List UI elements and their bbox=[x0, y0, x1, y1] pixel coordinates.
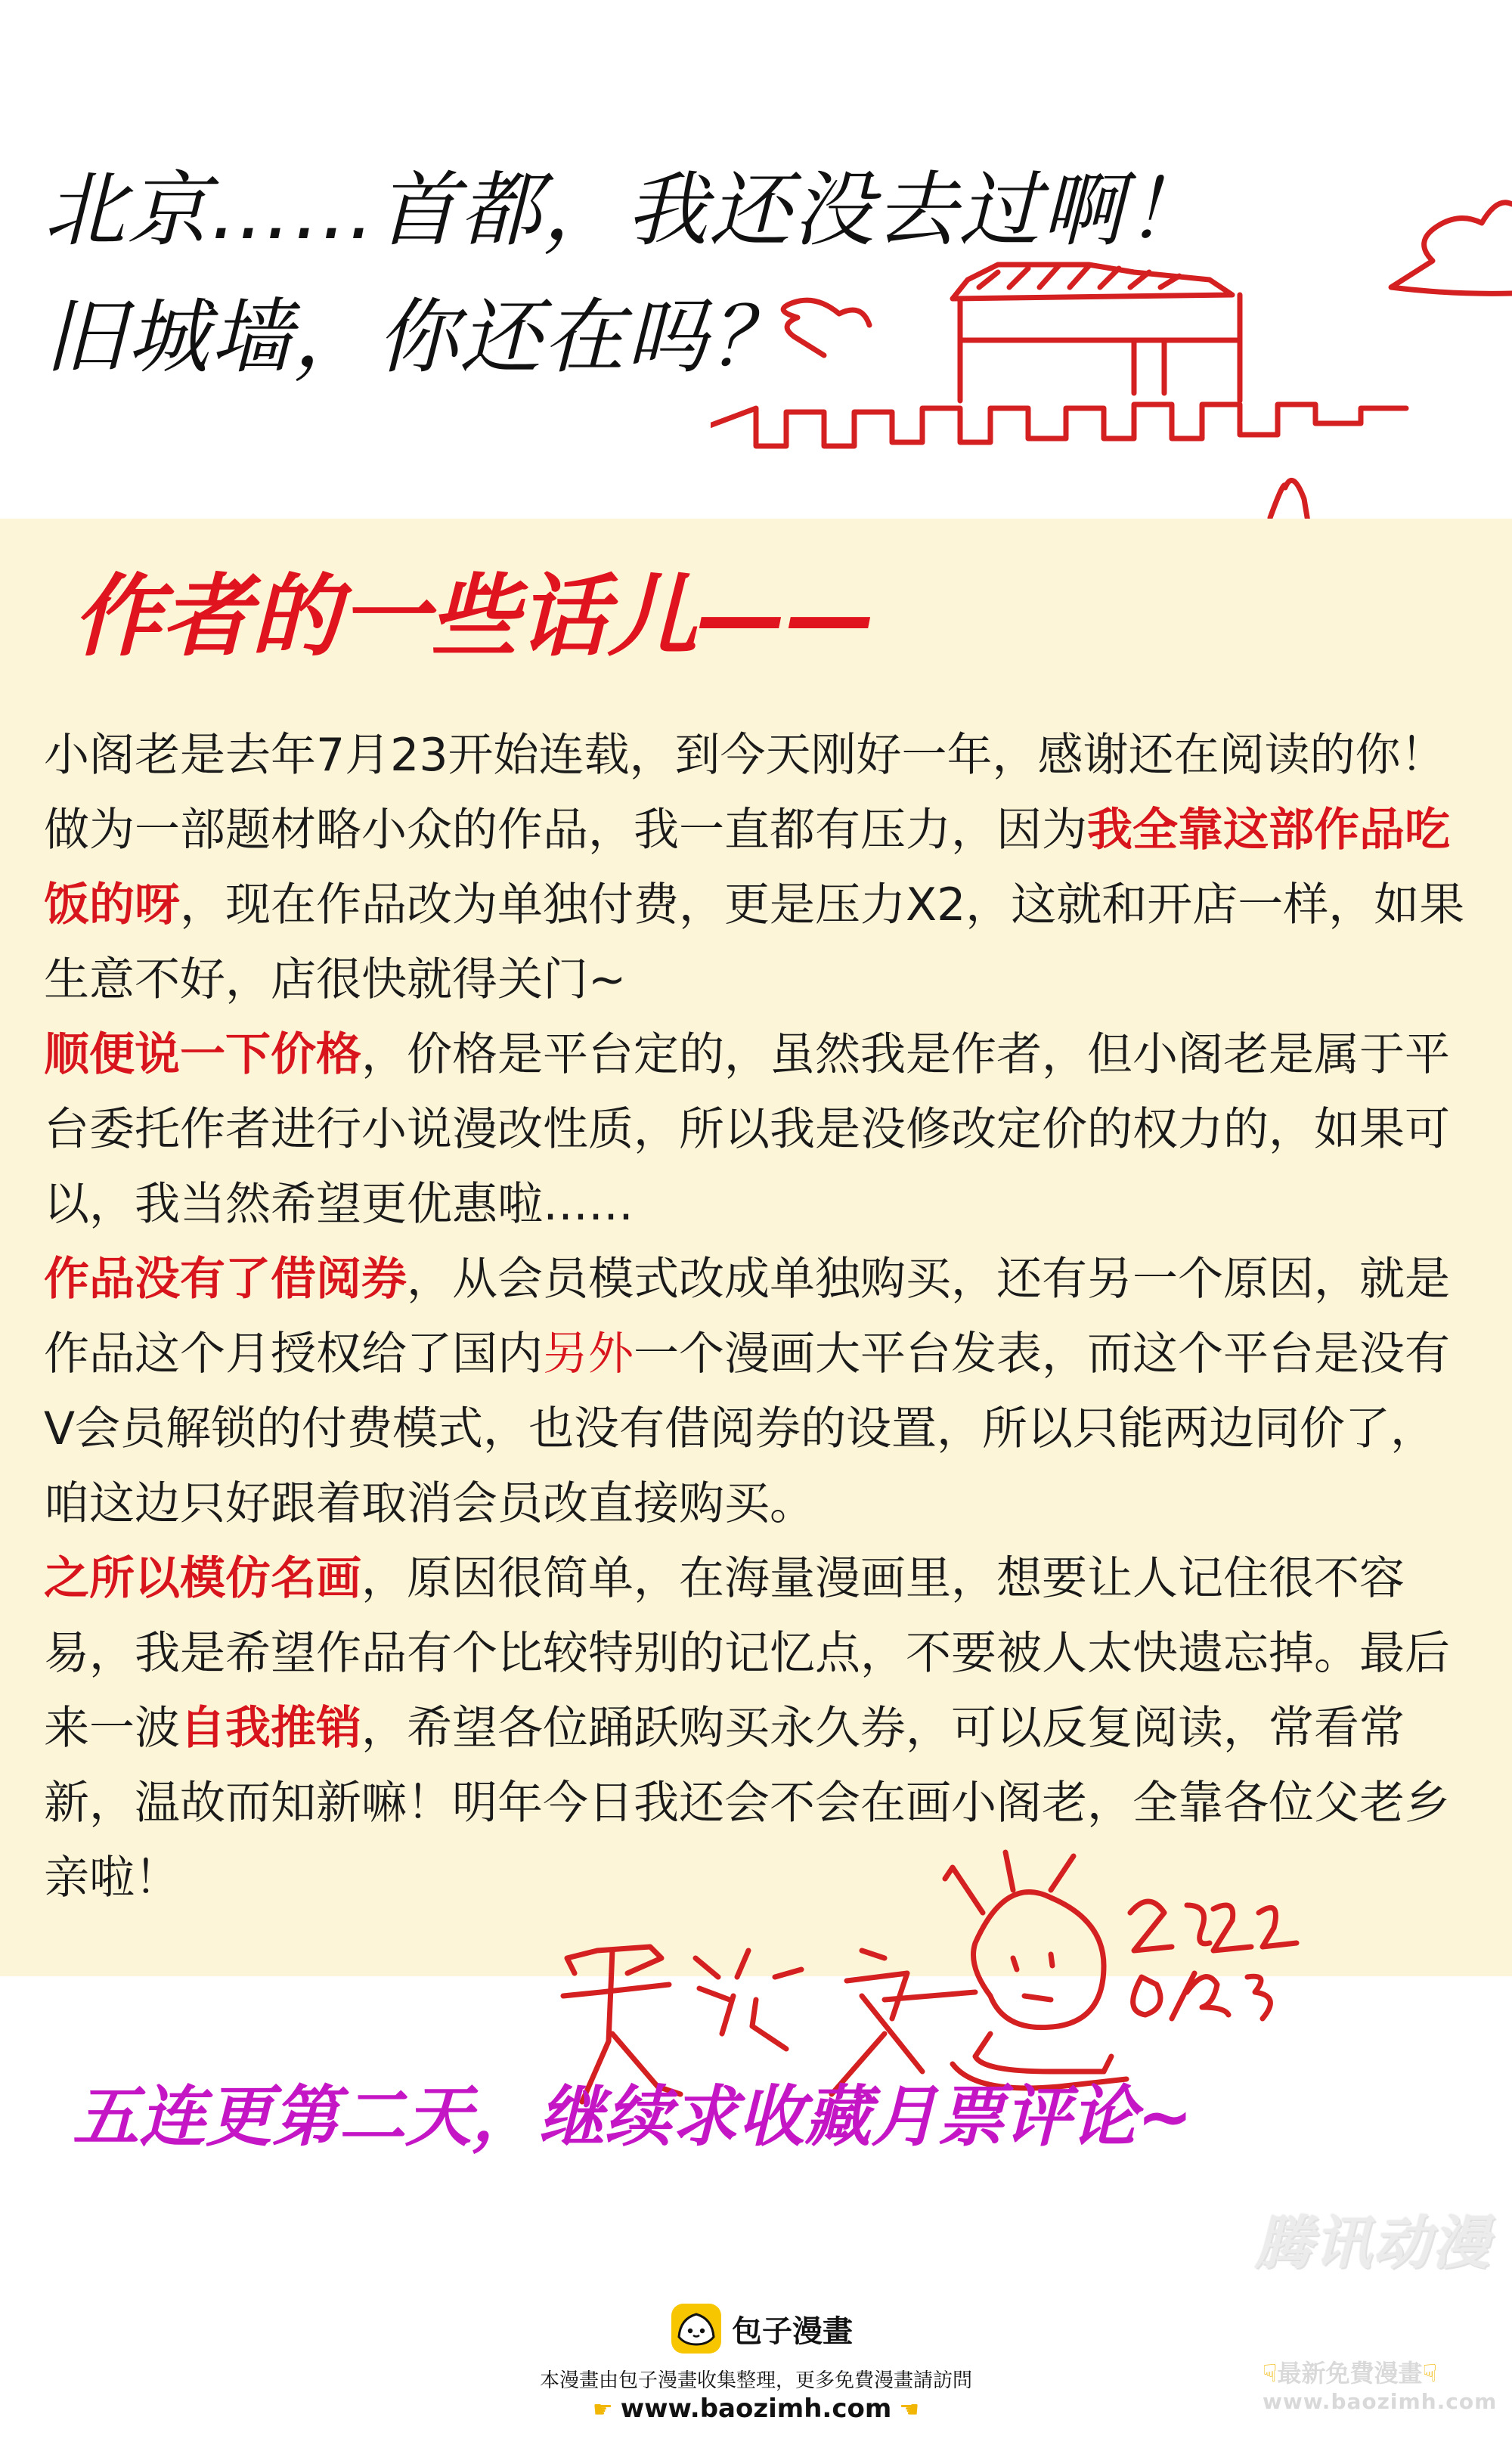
tencent-comics-watermark: 腾讯动漫 bbox=[1255, 2209, 1491, 2276]
note-text: ，价格是平台定的，虽然我是作者，但小阁老是属于平台委托作者进行小说漫改性质，所以我是没修改定价的权力的，如果可以，我当然希望更优惠啦…… bbox=[44, 1028, 1450, 1231]
note-text: ，现在作品改为单独付费，更是压力X2，这就和开店一样，如果生意不好，店很快就得关门~ bbox=[44, 879, 1465, 1006]
author-note-paragraph bbox=[44, 1018, 1480, 1242]
pointing-hand-icon: ☚ bbox=[899, 2397, 920, 2423]
author-note-heading: 作者的一些话儿—— bbox=[73, 564, 876, 668]
pointing-down-icon: ☟ bbox=[1422, 2359, 1437, 2388]
note-highlight: 另外 bbox=[543, 1328, 634, 1381]
footer-url-link[interactable]: www.baozimh.com bbox=[620, 2394, 892, 2424]
corner-badge[interactable] bbox=[1263, 2354, 1504, 2430]
note-highlight: 自我推销 bbox=[180, 1702, 361, 1755]
footer-logo[interactable] bbox=[671, 2298, 853, 2359]
note-highlight: 顺便说一下价格 bbox=[44, 1028, 361, 1081]
baozi-logo-icon bbox=[671, 2304, 721, 2354]
footer-note: 本漫畫由包子漫畫收集整理，更多免費漫畫請訪問 bbox=[539, 2369, 972, 2392]
closing-line: 五连更第二天，继续求收藏月票评论~ bbox=[73, 2078, 1193, 2155]
author-note-body bbox=[44, 718, 1480, 1916]
corner-badge-text: 最新免費漫畫 bbox=[1277, 2359, 1423, 2388]
note-text: ，原因很简单，在海量漫画里，想要让人记住很不容易，我是希望作品有个比较特别的记忆点，不要被人太快遗忘掉。最后来一波 bbox=[44, 1552, 1450, 1755]
author-note-paragraph bbox=[44, 1242, 1480, 1542]
corner-badge-line1 bbox=[1263, 2354, 1504, 2389]
footer-brand: 包子漫畫 bbox=[732, 2313, 853, 2349]
pointing-down-icon: ☟ bbox=[1263, 2359, 1278, 2388]
pointing-hand-icon: ☛ bbox=[592, 2397, 613, 2423]
note-text: ，希望各位踊跃购买永久券，可以反复阅读，常看常新，温故而知新嘛！明年今日我还会不会在画小阁老，全靠各位父老乡亲啦！ bbox=[44, 1702, 1450, 1904]
note-text: 一个漫画大平台发表，而这个平台是没有V会员解锁的付费模式，也没有借阅券的设置，所以只能两边同价了，咱这边只好跟着取消会员改直接购买。 bbox=[44, 1328, 1450, 1530]
note-text: ，从会员模式改成单独购买，还有另一个原因，就是作品这个月授权给了国内 bbox=[44, 1253, 1450, 1381]
note-highlight: 我全靠这部作品吃饭的呀 bbox=[44, 804, 1450, 931]
note-highlight: 作品没有了借阅券 bbox=[44, 1253, 407, 1306]
city-wall-sketch bbox=[711, 181, 1512, 529]
author-note-paragraph bbox=[44, 718, 1480, 1018]
top-caption-line1: 北京……首都，我还没去过啊！ bbox=[44, 163, 1209, 258]
corner-badge-url[interactable]: www.baozimh.com bbox=[1263, 2389, 1498, 2414]
note-highlight: 之所以模仿名画 bbox=[44, 1552, 361, 1605]
note-text: 小阁老是去年7月23开始连载，到今天刚好一年，感谢还在阅读的你！做为一部题材略小众的作品，我一直都有压力，因为 bbox=[44, 729, 1446, 857]
top-caption-line2: 旧城墙，你还在吗？ bbox=[44, 290, 793, 385]
